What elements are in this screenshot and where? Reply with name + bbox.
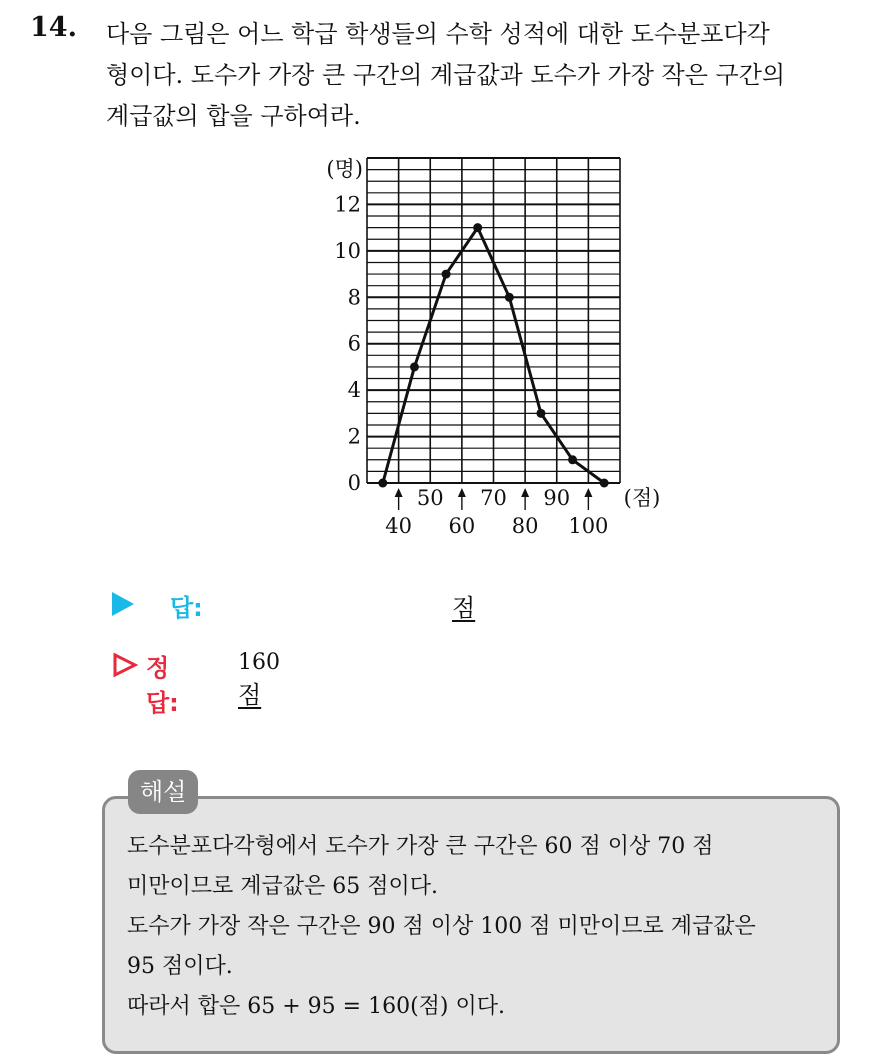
data-point bbox=[568, 455, 577, 464]
data-point bbox=[442, 270, 451, 279]
answer-unit: 점 bbox=[452, 594, 476, 622]
x-tick-arrow-head bbox=[521, 488, 529, 497]
y-tick-label: 8 bbox=[347, 285, 361, 310]
data-point bbox=[473, 223, 482, 232]
data-point bbox=[536, 409, 545, 418]
x-tick-label-lower: 40 bbox=[385, 514, 412, 538]
y-tick-label: 4 bbox=[347, 378, 361, 403]
x-axis-unit: (점) bbox=[623, 486, 661, 510]
y-axis-unit: (명) bbox=[326, 157, 363, 181]
question-number: 14. bbox=[30, 12, 77, 43]
x-tick-arrow-head bbox=[584, 488, 592, 497]
y-tick-label: 6 bbox=[347, 331, 361, 356]
data-point bbox=[378, 479, 387, 488]
question-text bbox=[106, 14, 876, 137]
x-tick-arrow-head bbox=[458, 488, 466, 497]
explanation-text bbox=[127, 827, 827, 1027]
explanation-box bbox=[102, 796, 840, 1054]
x-tick-label-lower: 60 bbox=[448, 514, 476, 538]
correct-answer-label: 정답: bbox=[146, 654, 179, 717]
question-line-2: 형이다. 도수가 가장 큰 구간의 계급값과 도수가 가장 작은 구간의 bbox=[106, 61, 786, 89]
y-tick-label: 2 bbox=[347, 424, 361, 449]
y-tick-label: 10 bbox=[334, 238, 361, 263]
x-tick-label-upper: 50 bbox=[416, 486, 444, 510]
question-line-3: 계급값의 합을 구하여라. bbox=[106, 102, 361, 130]
play-triangle-icon bbox=[112, 592, 134, 616]
outline-triangle-icon bbox=[112, 652, 138, 678]
x-tick-label-upper: 70 bbox=[480, 486, 507, 510]
correct-answer bbox=[238, 650, 280, 710]
x-tick-label-upper: 90 bbox=[543, 486, 571, 510]
correct-answer-unit: 점 bbox=[238, 681, 262, 709]
data-point bbox=[505, 293, 514, 302]
y-tick-label: 0 bbox=[347, 471, 361, 495]
question-line-1: 다음 그림은 어느 학급 학생들의 수학 성적에 대한 도수분포다각 bbox=[106, 20, 770, 48]
explanation-line: 따라서 합은 65 + 95 = 160(점) 이다. bbox=[127, 994, 505, 1019]
explanation-line: 도수분포다각형에서 도수가 가장 큰 구간은 60 점 이상 70 점 bbox=[127, 834, 714, 859]
explanation-line: 미만이므로 계급값은 65 점이다. bbox=[127, 874, 438, 899]
correct-answer-value: 160 bbox=[238, 650, 280, 675]
x-tick-label-lower: 100 bbox=[568, 514, 609, 538]
frequency-polygon-chart bbox=[310, 150, 661, 550]
data-point bbox=[600, 479, 609, 488]
data-point bbox=[410, 362, 419, 371]
x-tick-label-lower: 80 bbox=[511, 514, 539, 538]
answer-row bbox=[112, 588, 476, 622]
explanation-tag: 해설 bbox=[128, 770, 198, 814]
explanation-line: 95 점이다. bbox=[127, 954, 233, 979]
answer-label: 답: bbox=[170, 594, 203, 622]
y-tick-label: 12 bbox=[334, 192, 361, 217]
explanation-line: 도수가 가장 작은 구간은 90 점 이상 100 점 미만이므로 계급값은 bbox=[127, 914, 756, 939]
x-tick-arrow-head bbox=[395, 488, 403, 497]
